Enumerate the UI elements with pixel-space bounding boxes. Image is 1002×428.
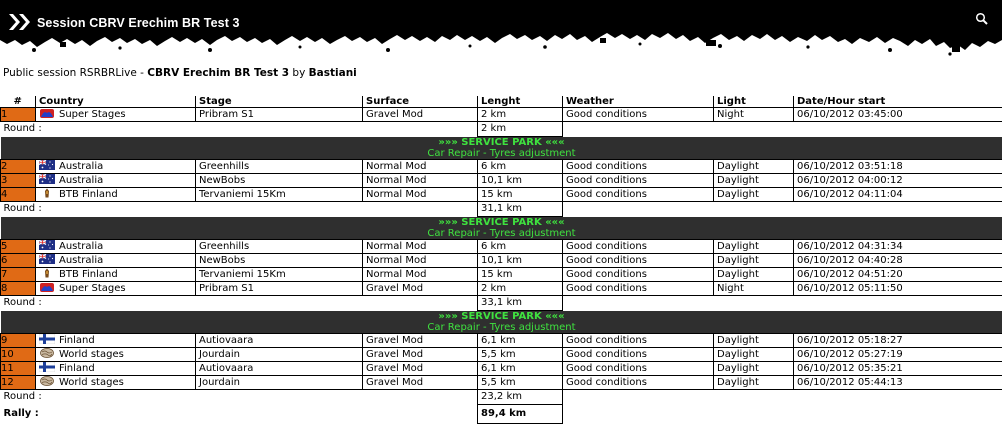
- weather-cell: Good conditions: [563, 240, 714, 254]
- world-stages-flag-icon: [39, 377, 59, 388]
- date-cell: 06/10/2012 04:40:28: [794, 254, 1002, 268]
- table-row: [1, 108, 1002, 122]
- col-stage-header: Stage: [196, 96, 363, 108]
- surface-cell: Gravel Mod: [363, 362, 478, 376]
- date-cell: 06/10/2012 04:31:34: [794, 240, 1002, 254]
- stages-table: [0, 96, 1002, 424]
- table-row: [1, 268, 1002, 282]
- service-park-subtitle-row: [1, 148, 1002, 160]
- australia-flag-icon: [39, 161, 59, 172]
- service-park-subtitle-row: [1, 228, 1002, 240]
- light-cell: Daylight: [714, 334, 794, 348]
- australia-flag-icon: [39, 241, 59, 252]
- stage-number: 12: [1, 376, 36, 390]
- col-num-header: #: [1, 96, 36, 108]
- light-cell: Daylight: [714, 160, 794, 174]
- stage-number: 3: [1, 174, 36, 188]
- stage-number: 1: [1, 108, 36, 122]
- surface-cell: Normal Mod: [363, 160, 478, 174]
- date-cell: 06/10/2012 04:00:12: [794, 174, 1002, 188]
- round-value: 33,1 km: [478, 296, 563, 311]
- country-cell: [36, 254, 196, 268]
- country-name: Australia: [59, 175, 104, 186]
- country-cell: [36, 376, 196, 390]
- double-chevron-right-icon: [8, 13, 32, 31]
- country-cell: [36, 348, 196, 362]
- surface-cell: Normal Mod: [363, 240, 478, 254]
- light-cell: Daylight: [714, 362, 794, 376]
- round-value: 2 km: [478, 122, 563, 137]
- session-header: [0, 0, 1002, 62]
- col-length-header: Lenght: [478, 96, 563, 108]
- service-park-subtitle-row: [1, 322, 1002, 334]
- length-cell: 15 km: [478, 268, 563, 282]
- country-name: World stages: [59, 349, 124, 360]
- table-row: [1, 348, 1002, 362]
- date-cell: 06/10/2012 04:11:04: [794, 188, 1002, 202]
- country-name: World stages: [59, 377, 124, 388]
- australia-flag-icon: [39, 255, 59, 266]
- finland-flag-icon: [39, 335, 59, 346]
- stage-name: Greenhills: [196, 240, 363, 254]
- length-cell: 10,1 km: [478, 174, 563, 188]
- world-stages-flag-icon: [39, 349, 59, 360]
- surface-cell: Gravel Mod: [363, 108, 478, 122]
- stage-name: Jourdain: [196, 376, 363, 390]
- col-date-header: Date/Hour start: [794, 96, 1002, 108]
- round-value: 31,1 km: [478, 202, 563, 217]
- light-cell: Daylight: [714, 188, 794, 202]
- surface-cell: Normal Mod: [363, 268, 478, 282]
- table-row: [1, 188, 1002, 202]
- country-name: BTB Finland: [59, 189, 118, 200]
- country-cell: [36, 240, 196, 254]
- length-cell: 15 km: [478, 188, 563, 202]
- light-cell: Daylight: [714, 174, 794, 188]
- stage-number: 6: [1, 254, 36, 268]
- table-row: [1, 376, 1002, 390]
- table-row: [1, 282, 1002, 296]
- round-label: Round :: [3, 123, 42, 135]
- col-country-header: Country: [36, 96, 196, 108]
- length-cell: 2 km: [478, 282, 563, 296]
- btb-finland-flag-icon: [39, 269, 59, 280]
- torn-header-background: [0, 0, 1002, 62]
- stage-name: NewBobs: [196, 174, 363, 188]
- date-cell: 06/10/2012 05:18:27: [794, 334, 1002, 348]
- country-cell: [36, 188, 196, 202]
- round-label: Round :: [3, 391, 42, 403]
- weather-cell: Good conditions: [563, 362, 714, 376]
- length-cell: 6,1 km: [478, 362, 563, 376]
- table-row: [1, 254, 1002, 268]
- length-cell: 5,5 km: [478, 376, 563, 390]
- country-name: Australia: [59, 241, 104, 252]
- length-cell: 6 km: [478, 240, 563, 254]
- country-cell: [36, 160, 196, 174]
- country-name: Finland: [59, 363, 95, 374]
- surface-cell: Normal Mod: [363, 188, 478, 202]
- light-cell: Daylight: [714, 240, 794, 254]
- country-name: BTB Finland: [59, 269, 118, 280]
- weather-cell: Good conditions: [563, 376, 714, 390]
- service-park-title: »»» SERVICE PARK «««: [1, 217, 1002, 229]
- surface-cell: Gravel Mod: [363, 348, 478, 362]
- weather-cell: Good conditions: [563, 174, 714, 188]
- country-cell: [36, 174, 196, 188]
- date-cell: 06/10/2012 03:45:00: [794, 108, 1002, 122]
- service-park-title: »»» SERVICE PARK «««: [1, 137, 1002, 149]
- light-cell: Daylight: [714, 268, 794, 282]
- round-total-row: [1, 202, 1002, 217]
- date-cell: 06/10/2012 03:51:18: [794, 160, 1002, 174]
- length-cell: 2 km: [478, 108, 563, 122]
- round-total-row: [1, 296, 1002, 311]
- country-name: Finland: [59, 335, 95, 346]
- stage-name: Pribram S1: [196, 108, 363, 122]
- date-cell: 06/10/2012 05:35:21: [794, 362, 1002, 376]
- stage-name: Tervaniemi 15Km: [196, 188, 363, 202]
- stage-name: Jourdain: [196, 348, 363, 362]
- round-total-row: [1, 122, 1002, 137]
- country-name: Super Stages: [59, 109, 126, 120]
- service-park-row: [1, 217, 1002, 229]
- light-cell: Daylight: [714, 254, 794, 268]
- weather-cell: Good conditions: [563, 160, 714, 174]
- light-cell: Daylight: [714, 348, 794, 362]
- weather-cell: Good conditions: [563, 188, 714, 202]
- service-park-row: [1, 311, 1002, 323]
- table-row: [1, 362, 1002, 376]
- light-cell: Daylight: [714, 376, 794, 390]
- surface-cell: Gravel Mod: [363, 376, 478, 390]
- rally-label: Rally :: [3, 408, 39, 419]
- stage-name: Autiovaara: [196, 334, 363, 348]
- col-weather-header: Weather: [563, 96, 714, 108]
- session-name: CBRV Erechim BR Test 3: [147, 67, 290, 79]
- service-park-row: [1, 137, 1002, 149]
- stage-number: 8: [1, 282, 36, 296]
- service-park-subtitle: Car Repair - Tyres adjustment: [1, 322, 1002, 334]
- country-name: Australia: [59, 161, 104, 172]
- finland-flag-icon: [39, 363, 59, 374]
- surface-cell: Normal Mod: [363, 174, 478, 188]
- session-info: [3, 67, 357, 79]
- col-surface-header: Surface: [363, 96, 478, 108]
- rally-total-row: [1, 405, 1002, 424]
- date-cell: 06/10/2012 05:11:50: [794, 282, 1002, 296]
- col-light-header: Light: [714, 96, 794, 108]
- light-cell: Night: [714, 108, 794, 122]
- session-by: by: [289, 67, 309, 79]
- session-author: Bastiani: [308, 67, 357, 79]
- table-row: [1, 174, 1002, 188]
- super-stages-flag-icon: [39, 283, 59, 294]
- btb-finland-flag-icon: [39, 189, 59, 200]
- stage-number: 2: [1, 160, 36, 174]
- length-cell: 6 km: [478, 160, 563, 174]
- length-cell: 10,1 km: [478, 254, 563, 268]
- weather-cell: Good conditions: [563, 268, 714, 282]
- page-title: Session CBRV Erechim BR Test 3: [37, 16, 240, 30]
- session-prefix: Public session RSRBRLive -: [3, 67, 148, 79]
- service-park-subtitle: Car Repair - Tyres adjustment: [1, 148, 1002, 160]
- australia-flag-icon: [39, 175, 59, 186]
- country-cell: [36, 108, 196, 122]
- table-row: [1, 160, 1002, 174]
- stage-name: Tervaniemi 15Km: [196, 268, 363, 282]
- stage-number: 4: [1, 188, 36, 202]
- country-cell: [36, 362, 196, 376]
- stage-number: 9: [1, 334, 36, 348]
- stage-name: Pribram S1: [196, 282, 363, 296]
- date-cell: 06/10/2012 05:44:13: [794, 376, 1002, 390]
- stage-name: Autiovaara: [196, 362, 363, 376]
- weather-cell: Good conditions: [563, 334, 714, 348]
- country-name: Australia: [59, 255, 104, 266]
- length-cell: 6,1 km: [478, 334, 563, 348]
- round-value: 23,2 km: [478, 390, 563, 405]
- country-cell: [36, 268, 196, 282]
- rally-value: 89,4 km: [478, 405, 563, 424]
- surface-cell: Gravel Mod: [363, 282, 478, 296]
- weather-cell: Good conditions: [563, 348, 714, 362]
- stage-name: Greenhills: [196, 160, 363, 174]
- stage-number: 10: [1, 348, 36, 362]
- surface-cell: Gravel Mod: [363, 334, 478, 348]
- stage-number: 5: [1, 240, 36, 254]
- round-label: Round :: [3, 203, 42, 215]
- length-cell: 5,5 km: [478, 348, 563, 362]
- magnifier-icon[interactable]: [975, 12, 989, 26]
- service-park-title: »»» SERVICE PARK «««: [1, 311, 1002, 323]
- stage-number: 11: [1, 362, 36, 376]
- weather-cell: Good conditions: [563, 108, 714, 122]
- table-row: [1, 240, 1002, 254]
- weather-cell: Good conditions: [563, 282, 714, 296]
- country-name: Super Stages: [59, 283, 126, 294]
- surface-cell: Normal Mod: [363, 254, 478, 268]
- super-stages-flag-icon: [39, 109, 59, 120]
- table-header-row: [1, 96, 1002, 108]
- country-cell: [36, 334, 196, 348]
- stage-name: NewBobs: [196, 254, 363, 268]
- date-cell: 06/10/2012 04:51:20: [794, 268, 1002, 282]
- stage-number: 7: [1, 268, 36, 282]
- weather-cell: Good conditions: [563, 254, 714, 268]
- round-label: Round :: [3, 297, 42, 309]
- country-cell: [36, 282, 196, 296]
- service-park-subtitle: Car Repair - Tyres adjustment: [1, 228, 1002, 240]
- light-cell: Night: [714, 282, 794, 296]
- round-total-row: [1, 390, 1002, 405]
- date-cell: 06/10/2012 05:27:19: [794, 348, 1002, 362]
- table-row: [1, 334, 1002, 348]
